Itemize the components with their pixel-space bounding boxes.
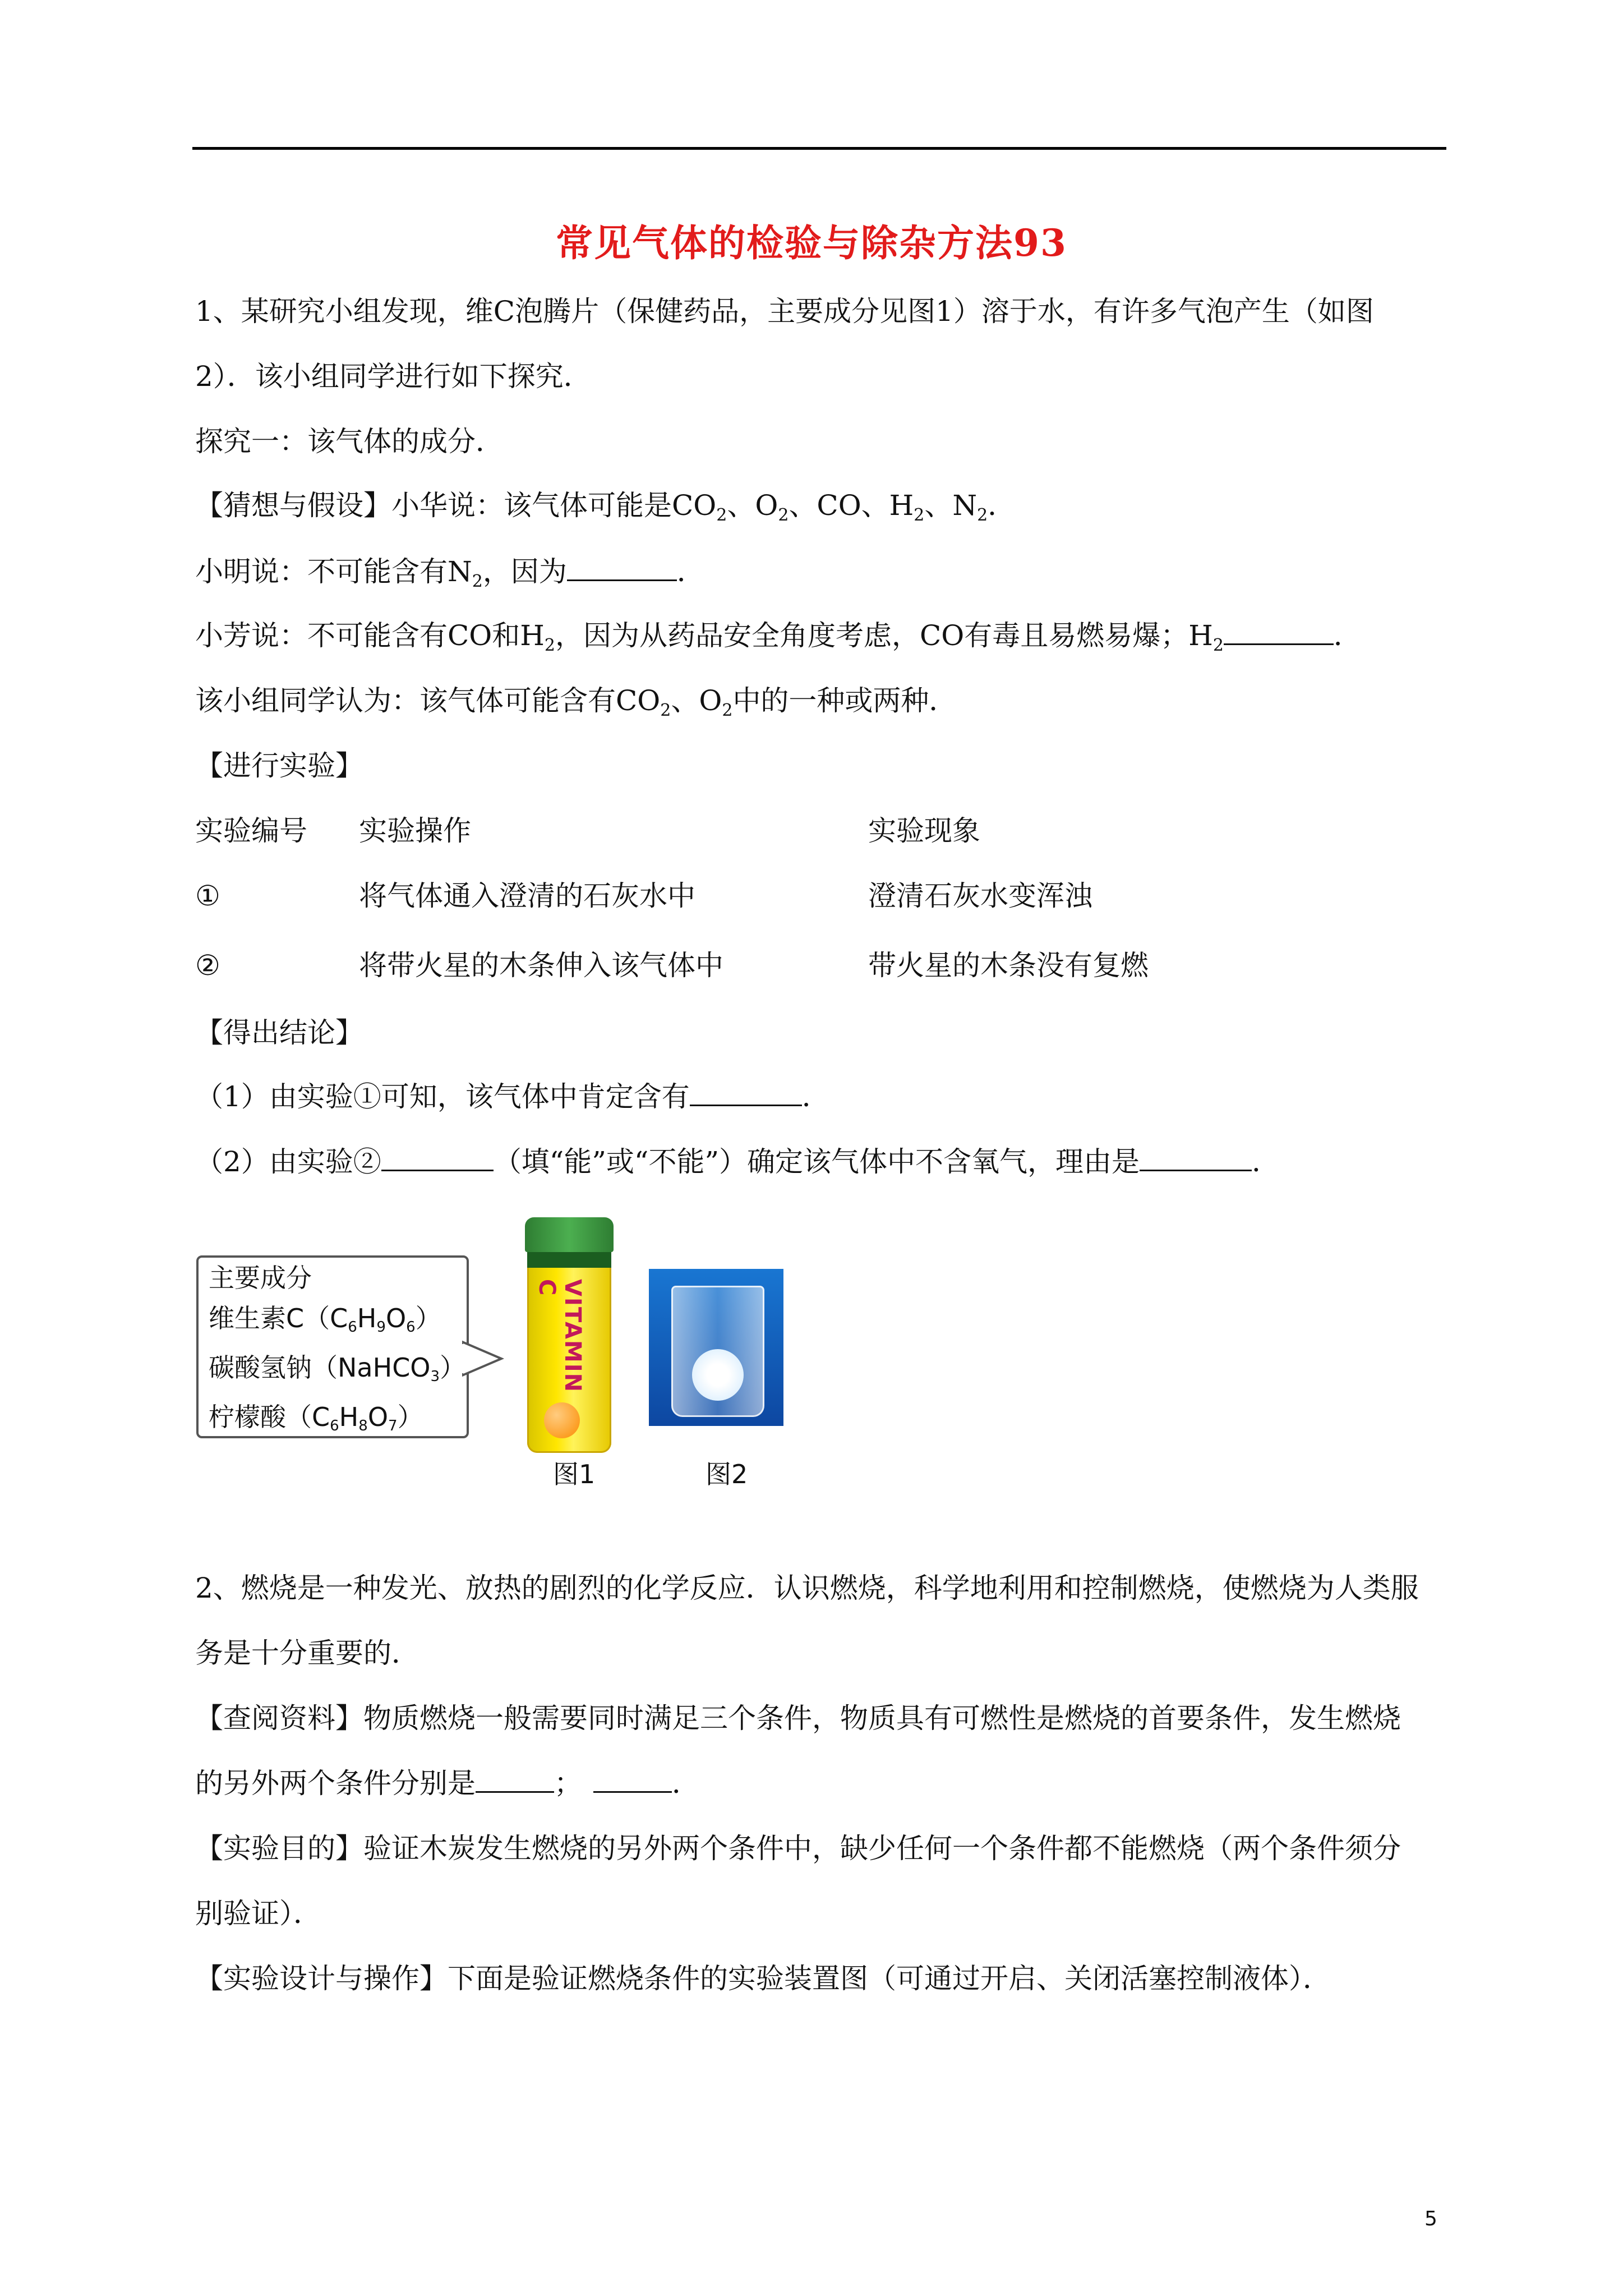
vitamin-c-tube-image [527, 1217, 611, 1453]
page-number: 5 [1424, 2207, 1437, 2230]
q2-intro-line2: 务是十分重要的． [195, 1637, 419, 1669]
page-title: 常见气体的检验与除杂方法93 [556, 221, 1067, 265]
q1-conclusion-2: （2）由实验② （填“能”或“不能”）确定该气体中不含氧气，理由是 ． [195, 1145, 1280, 1178]
q2-design: 【实验设计与操作】下面是验证燃烧条件的实验装置图（可通过开启、关闭活塞控制液体）． [195, 1962, 1331, 1995]
q2-reference-line1: 【查阅资料】物质燃烧一般需要同时满足三个条件，物质具有可燃性是燃烧的首要条件，发生燃烧 [195, 1702, 1401, 1734]
answer-blank-4[interactable] [381, 1147, 494, 1171]
glass-of-water-image [649, 1269, 783, 1426]
table-row-1-phenomenon: 澄清石灰水变浑浊 [868, 880, 1092, 912]
q2-goal-line2: 别验证）． [195, 1897, 321, 1930]
figure-effervescent-tablet [196, 1217, 791, 1498]
table-header-operation: 实验操作 [359, 815, 471, 847]
q1-explore: 探究一：该气体的成分． [195, 425, 504, 458]
table-row-2-phenomenon: 带火星的木条没有复燃 [868, 949, 1149, 982]
tube-label: VITAMIN C [534, 1279, 585, 1393]
tube-cap [525, 1217, 614, 1252]
glass-icon [671, 1286, 764, 1417]
q1-group: 该小组同学认为：该气体可能含有$CO_2$、$O_2$中的一种或两种． [195, 684, 957, 720]
table-row-2-number: ② [195, 949, 220, 982]
answer-blank-2[interactable] [1224, 621, 1334, 645]
callout-pointer [462, 1336, 507, 1387]
table-row-2-operation: 将带火星的木条伸入该气体中 [359, 949, 723, 982]
q2-goal-line1: 【实验目的】验证木炭发生燃烧的另外两个条件中，缺少任何一个条件都不能燃烧（两个条件须分 [195, 1832, 1401, 1865]
q2-reference-line2: 的另外两个条件分别是 ； ． [195, 1767, 700, 1800]
table-row-1-number: ① [195, 880, 220, 912]
answer-blank-5[interactable] [1140, 1147, 1252, 1171]
q1-intro-line1: 1、某研究小组发现，维C泡腾片（保健药品，主要成分见图1）溶于水，有许多气泡产生（如图 [195, 295, 1374, 328]
table-header-number: 实验编号 [195, 815, 307, 847]
q1-xiaoming: 小明说：不可能含有$N_2$，因为 ． [195, 555, 705, 591]
tube-band [527, 1252, 611, 1268]
figure-2-caption: 图2 [706, 1459, 748, 1489]
q1-guess: 【猜想与假设】小华说：该气体可能是$CO_2$、$O_2$、CO、$H_2$、$N_2$． [195, 489, 1016, 525]
q1-intro-line2: 2）．该小组同学进行如下探究． [195, 360, 592, 393]
answer-blank-1[interactable] [567, 557, 677, 581]
orange-icon [544, 1402, 580, 1438]
dissolving-tablet-icon [692, 1349, 744, 1401]
answer-blank-7[interactable] [593, 1769, 672, 1793]
answer-blank-3[interactable] [690, 1082, 802, 1106]
ingredients-callout [196, 1255, 469, 1438]
q1-do-experiment: 【进行实验】 [195, 749, 363, 782]
figure-1-caption: 图1 [553, 1459, 596, 1489]
ingredients-list: 主要成分 维生素$C(C_6H_9O_6)$ 碳酸氢钠（NaHCO$_3$） 柠檬酸$(C_6H_8O_7)$ [209, 1263, 466, 1434]
q1-xiaofang: 小芳说：不可能含有CO和$H_2$，因为从药品安全角度考虑，CO有毒且易燃易爆；$H_2$ ． [195, 619, 1362, 655]
header-rule [192, 147, 1446, 150]
table-header-phenomenon: 实验现象 [868, 815, 980, 847]
answer-blank-6[interactable] [476, 1769, 554, 1793]
q1-conclusion-1: （1）由实验①可知，该气体中肯定含有 ． [195, 1080, 830, 1113]
table-row-1-operation: 将气体通入澄清的石灰水中 [359, 880, 695, 912]
q2-intro-line1: 2、燃烧是一种发光、放热的剧烈的化学反应．认识燃烧，科学地利用和控制燃烧，使燃烧为人类服 [195, 1572, 1419, 1604]
q1-conclusion-heading: 【得出结论】 [195, 1016, 363, 1049]
